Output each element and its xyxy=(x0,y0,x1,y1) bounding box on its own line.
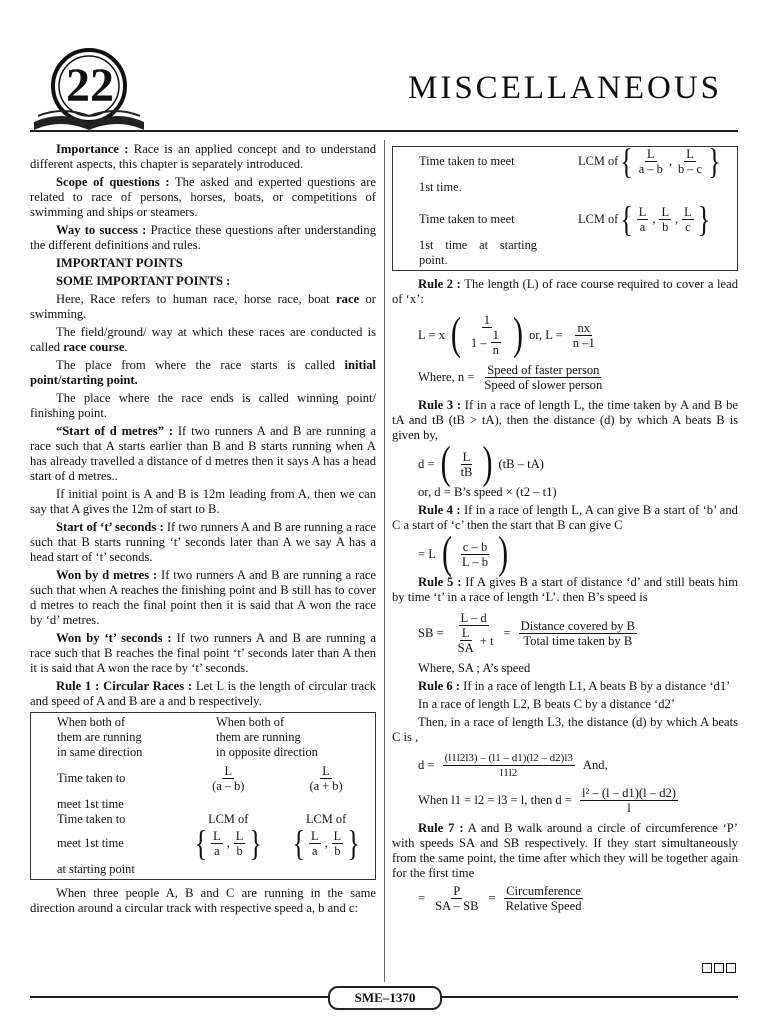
rule1-text: Let L is the length of circular track and speed of A and B are a and b respectively. xyxy=(30,679,377,708)
square-icon xyxy=(726,963,736,973)
denominator: b xyxy=(662,220,669,234)
tsec-paragraph xyxy=(30,520,376,565)
table-cell: them are running xyxy=(216,730,301,744)
table-cell: them are running xyxy=(57,730,142,744)
table-cell: Time taken to meet xyxy=(419,154,515,168)
fraction xyxy=(571,321,597,350)
lcm-label: LCM of xyxy=(578,154,619,168)
rule6-text: If in a race of length L1, A beats B by a distance ‘d1’ xyxy=(459,679,731,693)
denominator: Total time taken by B xyxy=(523,633,633,648)
brace-open: { xyxy=(620,140,633,182)
way-label: Way to success : xyxy=(56,223,147,237)
table-cell: meet 1st time xyxy=(57,836,124,850)
formula-text: or, L = xyxy=(528,327,563,342)
formula-text: SB = xyxy=(418,625,444,640)
chapter-title: MISCELLANEOUS xyxy=(408,70,723,106)
numerator: 1 xyxy=(492,328,499,342)
table-row xyxy=(393,198,737,240)
fraction xyxy=(210,764,246,793)
denominator: 1 – $\frac{1}{n}$ xyxy=(470,328,499,357)
denominator: c xyxy=(685,220,691,234)
rule6-line2: In a race of length L2, B beats C by a distance ‘d2’ xyxy=(418,697,676,711)
table-cell: at starting point xyxy=(57,862,135,876)
table-row xyxy=(31,822,375,864)
fraction xyxy=(491,328,501,357)
fraction xyxy=(637,205,649,234)
lcm-expression: { $\frac{L}{a}$ , $\frac{L}{b}$ } xyxy=(194,822,262,864)
rule2-formula xyxy=(418,309,738,359)
formula-text: (tB – tA) xyxy=(498,456,544,471)
field-paragraph xyxy=(30,325,376,355)
lcm-expression: LCM of { $\frac{L}{a - b}$ , $\frac{L}{b - c}$ } xyxy=(578,140,721,182)
fraction xyxy=(452,611,496,655)
rule3-text: If in a race of length L, the time taken by A and B be tA and tB (tB > tA), then the distance (d) by which A beats B is given by, xyxy=(392,398,738,442)
formula-text: = xyxy=(488,891,496,905)
rule3-label: Rule 3 : xyxy=(418,398,462,412)
table-row xyxy=(393,238,737,268)
rule2-label: Rule 2 : xyxy=(418,277,461,291)
rule6-formula xyxy=(418,751,738,780)
numerator: L – d xyxy=(460,611,487,625)
rule6-label: Rule 6 : xyxy=(418,679,460,693)
table-row xyxy=(31,797,375,812)
fraction xyxy=(504,884,584,913)
end-paragraph: The place where the race ends is called winning point/ finishing point. xyxy=(30,391,376,420)
denominator: l1l2 xyxy=(500,767,518,779)
three-people-paragraph: When three people A, B and C are running in the same direction around a circular track with respective speed a, b and c: xyxy=(30,886,376,915)
tsec-label: Start of ‘t’ seconds : xyxy=(56,520,164,534)
table-cell xyxy=(179,764,277,793)
fraction xyxy=(519,619,637,648)
denominator: SA – SB xyxy=(435,899,479,913)
rule5-text: If A gives B a start of distance ‘d’ and still beats him by time ‘t’ in a race of length ‘L’. then B’s speed is xyxy=(392,575,738,604)
table-row xyxy=(393,180,737,195)
numerator: L xyxy=(333,829,342,843)
numerator: L xyxy=(684,205,692,219)
importance-label: Importance : xyxy=(56,142,129,156)
paren-open: ( xyxy=(450,309,461,359)
formula-text: + t xyxy=(479,633,494,648)
start-bold: initial point/starting point. xyxy=(30,358,376,387)
table-cell: LCM of xyxy=(208,812,249,826)
numerator: L xyxy=(661,205,670,219)
table-cell: 1st time at starting point. xyxy=(419,238,537,267)
formula-text: = L xyxy=(418,546,436,561)
table-row xyxy=(393,140,737,182)
fraction xyxy=(482,363,604,392)
numerator: P xyxy=(453,884,461,898)
fraction xyxy=(659,205,671,234)
numerator: (l1l2l3) – (l1 – d1)(l2 – d2)l3 xyxy=(444,752,573,764)
denominator: (a + b) xyxy=(309,779,343,793)
fraction xyxy=(456,626,476,655)
lcm-expression: LCM of { $\frac{L}{a}$ , $\frac{L}{b}$ , $\frac{L}{c}$ } xyxy=(578,198,711,240)
denominator: a – b xyxy=(638,162,663,176)
fraction xyxy=(469,313,505,357)
denominator xyxy=(452,626,496,655)
paren-close: ) xyxy=(512,309,523,359)
important-points-text: IMPORTANT POINTS xyxy=(56,256,183,270)
numerator: L xyxy=(686,147,694,161)
dmetres-text: If two runners A and B are running a race such that A starts earlier than B and B starts running when A has already travelled a distance of d metres then it says A has a head start of d metres.. xyxy=(30,424,376,483)
numerator: L xyxy=(235,829,244,843)
table-cell: Time taken to xyxy=(57,771,126,785)
fraction xyxy=(637,147,665,176)
denominator: b xyxy=(334,844,341,858)
brace-open: { xyxy=(194,822,208,864)
numerator: c – b xyxy=(462,539,488,554)
numerator: L xyxy=(462,449,471,464)
denominator: l xyxy=(627,801,631,815)
chapter-number: 22 xyxy=(66,59,114,112)
denominator: a xyxy=(311,844,318,858)
lcm-expression: { $\frac{L}{a}$ , $\frac{L}{b}$ } xyxy=(292,822,360,864)
some-important-points-text: SOME IMPORTANT POINTS : xyxy=(56,274,231,288)
fraction xyxy=(332,829,344,858)
dmetres-paragraph xyxy=(30,424,376,484)
numerator: Distance covered by B xyxy=(520,618,635,633)
column-divider xyxy=(384,140,385,982)
paren-open: ( xyxy=(440,438,451,488)
race-text-2: or swimming. xyxy=(30,292,377,321)
rule7-label: Rule 7 : xyxy=(418,821,464,835)
formula-text: = xyxy=(418,891,426,905)
wond-text: If two runners A and B are running a race such that when A reaches the finishing point and B still has to cover d metres to reach the final point then it is said that A won the race by ‘d’ metres. xyxy=(30,568,376,627)
importance-text: Race is an applied concept and to understand different aspects, this chapter is separately introduced. xyxy=(30,142,376,171)
table-cell: When both of xyxy=(216,715,285,729)
circular-race-table xyxy=(30,712,376,880)
numerator: L xyxy=(638,205,647,219)
denominator: b xyxy=(236,844,243,858)
wont-text: If two runners A and B are running a race such that B reaches the final point ‘t’ seconds later than A then it is said that A won the race by ‘t’ seconds. xyxy=(30,631,376,675)
end-of-chapter-marks xyxy=(700,960,736,978)
formula-text: d = xyxy=(418,758,435,772)
numerator: L xyxy=(322,764,330,778)
denominator: SA xyxy=(457,641,474,655)
table-row xyxy=(31,764,375,793)
numerator: nx xyxy=(577,320,591,335)
wont-paragraph xyxy=(30,631,376,676)
rule5-where: Where, SA ; A’s speed xyxy=(418,661,531,675)
table-row xyxy=(31,715,375,730)
square-icon xyxy=(714,963,724,973)
numerator: L xyxy=(213,829,221,843)
way-paragraph xyxy=(30,223,376,253)
importance-paragraph xyxy=(30,142,376,172)
numerator: Speed of faster person xyxy=(487,363,600,377)
brace-close: } xyxy=(249,822,262,864)
lcm-label: LCM of xyxy=(578,212,619,226)
fraction xyxy=(308,764,345,793)
race-text-1: Here, Race refers to human race, horse race, boat xyxy=(56,292,337,306)
wont-label: Won by ‘t’ seconds : xyxy=(56,631,172,645)
rule2-paragraph xyxy=(392,277,738,307)
numerator: L xyxy=(224,764,233,778)
start-paragraph xyxy=(30,358,376,388)
rule6-paragraph xyxy=(392,679,738,694)
numerator: l² – (l – d1)(l – d2) xyxy=(581,786,677,800)
race-paragraph xyxy=(30,292,376,322)
table-row xyxy=(31,745,375,760)
scope-paragraph xyxy=(30,175,376,220)
table-row xyxy=(31,862,375,877)
denominator: Relative Speed xyxy=(505,899,582,913)
dmetres-label: “Start of d metres” : xyxy=(56,424,174,438)
table-row xyxy=(31,730,375,745)
formula-text: Where, n = xyxy=(418,370,475,384)
fraction xyxy=(459,450,475,479)
start-text: The place from where the race starts is called xyxy=(56,358,345,372)
numerator: L xyxy=(310,829,319,843)
brace-close: } xyxy=(697,198,711,240)
scope-label: Scope of questions : xyxy=(56,175,170,189)
wond-label: Won by d metres : xyxy=(56,568,158,582)
denominator: tB xyxy=(460,464,473,479)
wond-paragraph xyxy=(30,568,376,628)
rule7-paragraph xyxy=(392,821,738,881)
denominator: (a – b) xyxy=(212,779,245,793)
field-bold: race course xyxy=(63,340,125,354)
race-bold: race xyxy=(336,292,360,306)
tsec-text: If two runners A and B are running a race such that B starts running ‘t’ seconds later than A we say A has a head start of ‘t’ seconds. xyxy=(30,520,376,564)
rule1-paragraph xyxy=(30,679,376,709)
rule3-paragraph xyxy=(392,398,738,443)
paren-close: ) xyxy=(482,438,493,488)
numerator: L xyxy=(461,626,470,640)
brace-close: } xyxy=(708,140,721,182)
fraction xyxy=(433,884,480,913)
rule4-text: If in a race of length L, A can give B a start of ‘b’ and C a start of ‘c’ then the start that B can give C xyxy=(392,503,738,532)
denominator: b – c xyxy=(677,162,703,176)
numerator: 1 xyxy=(483,313,491,327)
table-cell: Time taken to meet xyxy=(419,212,515,226)
fraction xyxy=(580,786,678,815)
paren-open: ( xyxy=(441,528,452,578)
important-points-heading xyxy=(30,256,376,271)
header-rule xyxy=(30,130,738,132)
numerator: L xyxy=(647,147,655,161)
fraction xyxy=(234,829,246,858)
three-runners-table xyxy=(392,140,738,271)
formula-text: And, xyxy=(582,758,608,772)
brace-open: { xyxy=(620,198,633,240)
fraction xyxy=(443,751,575,780)
brace-close: } xyxy=(347,822,360,864)
formula-text: When l1 = l2 = l3 = l, then d = xyxy=(418,793,572,807)
table-cell: Time taken to xyxy=(57,812,126,826)
page-number-label: SME–1370 xyxy=(328,986,442,1010)
rule5-label: Rule 5 : xyxy=(418,575,462,589)
formula-text: L = x xyxy=(418,327,445,342)
table-cell: 1st time. xyxy=(419,180,462,194)
denominator: a xyxy=(639,220,646,234)
some-important-points-heading xyxy=(30,274,376,289)
field-text-2: . xyxy=(124,340,128,354)
rule6-formula-2 xyxy=(418,786,738,815)
denominator: L – b xyxy=(461,554,489,569)
rule5-paragraph xyxy=(392,575,738,605)
paren-close: ) xyxy=(498,528,509,578)
rule7-formula xyxy=(418,884,738,913)
rule1-label: Rule 1 : Circular Races : xyxy=(56,679,193,693)
fraction xyxy=(682,205,694,234)
square-icon xyxy=(702,963,712,973)
rule3-or-line: or, d = B’s speed × (t2 – t1) xyxy=(418,485,557,499)
rule4-label: Rule 4 : xyxy=(418,503,461,517)
denominator: Speed of slower person xyxy=(484,378,603,392)
scope-text: The asked and experted questions are related to race of persons, horses, boats, or competitions of swimming and ships or steamers. xyxy=(30,175,377,219)
right-column xyxy=(392,140,738,919)
table-cell: meet 1st time xyxy=(57,797,124,811)
brace-open: { xyxy=(292,822,305,864)
table-cell: in opposite direction xyxy=(216,745,318,759)
rule5-formula xyxy=(418,611,738,655)
denominator: a xyxy=(214,844,220,858)
rule6-line3: Then, in a race of length L3, the distance (d) by which A beats C is , xyxy=(392,715,738,744)
table-cell: LCM of xyxy=(305,812,347,826)
where-n-formula xyxy=(418,363,738,392)
rule3-formula xyxy=(418,438,738,488)
left-column xyxy=(30,142,376,919)
formula-text: d = xyxy=(418,456,435,471)
table-cell xyxy=(277,764,375,793)
rule2-text: The length (L) of race course required to cover a lead of ‘x’: xyxy=(392,277,738,306)
rule7-text: A and B walk around a circle of circumference ‘P’ with speeds SA and SB respectively. If they start simultaneously from the same point, the time after which they will be together again for the first time xyxy=(392,821,738,880)
denominator: n –1 xyxy=(572,335,595,350)
fraction xyxy=(676,147,704,176)
table-cell: When both of xyxy=(57,715,126,729)
table-cell: in same direction xyxy=(57,745,143,759)
formula-text: = xyxy=(503,625,511,640)
fraction xyxy=(211,829,223,858)
field-text-1: The field/ground/ way at which these races are conducted is called xyxy=(30,325,376,354)
initial-paragraph: If initial point is A and B is 12m leading from A, then we can say that A gives the 12m of start to B. xyxy=(30,487,376,516)
fraction xyxy=(460,540,490,569)
rule4-formula xyxy=(418,528,738,578)
numerator: Circumference xyxy=(506,884,581,898)
fraction xyxy=(309,829,321,858)
denominator: n xyxy=(492,343,499,357)
way-text: Practice these questions after understanding the different definitions and rules. xyxy=(30,223,376,252)
